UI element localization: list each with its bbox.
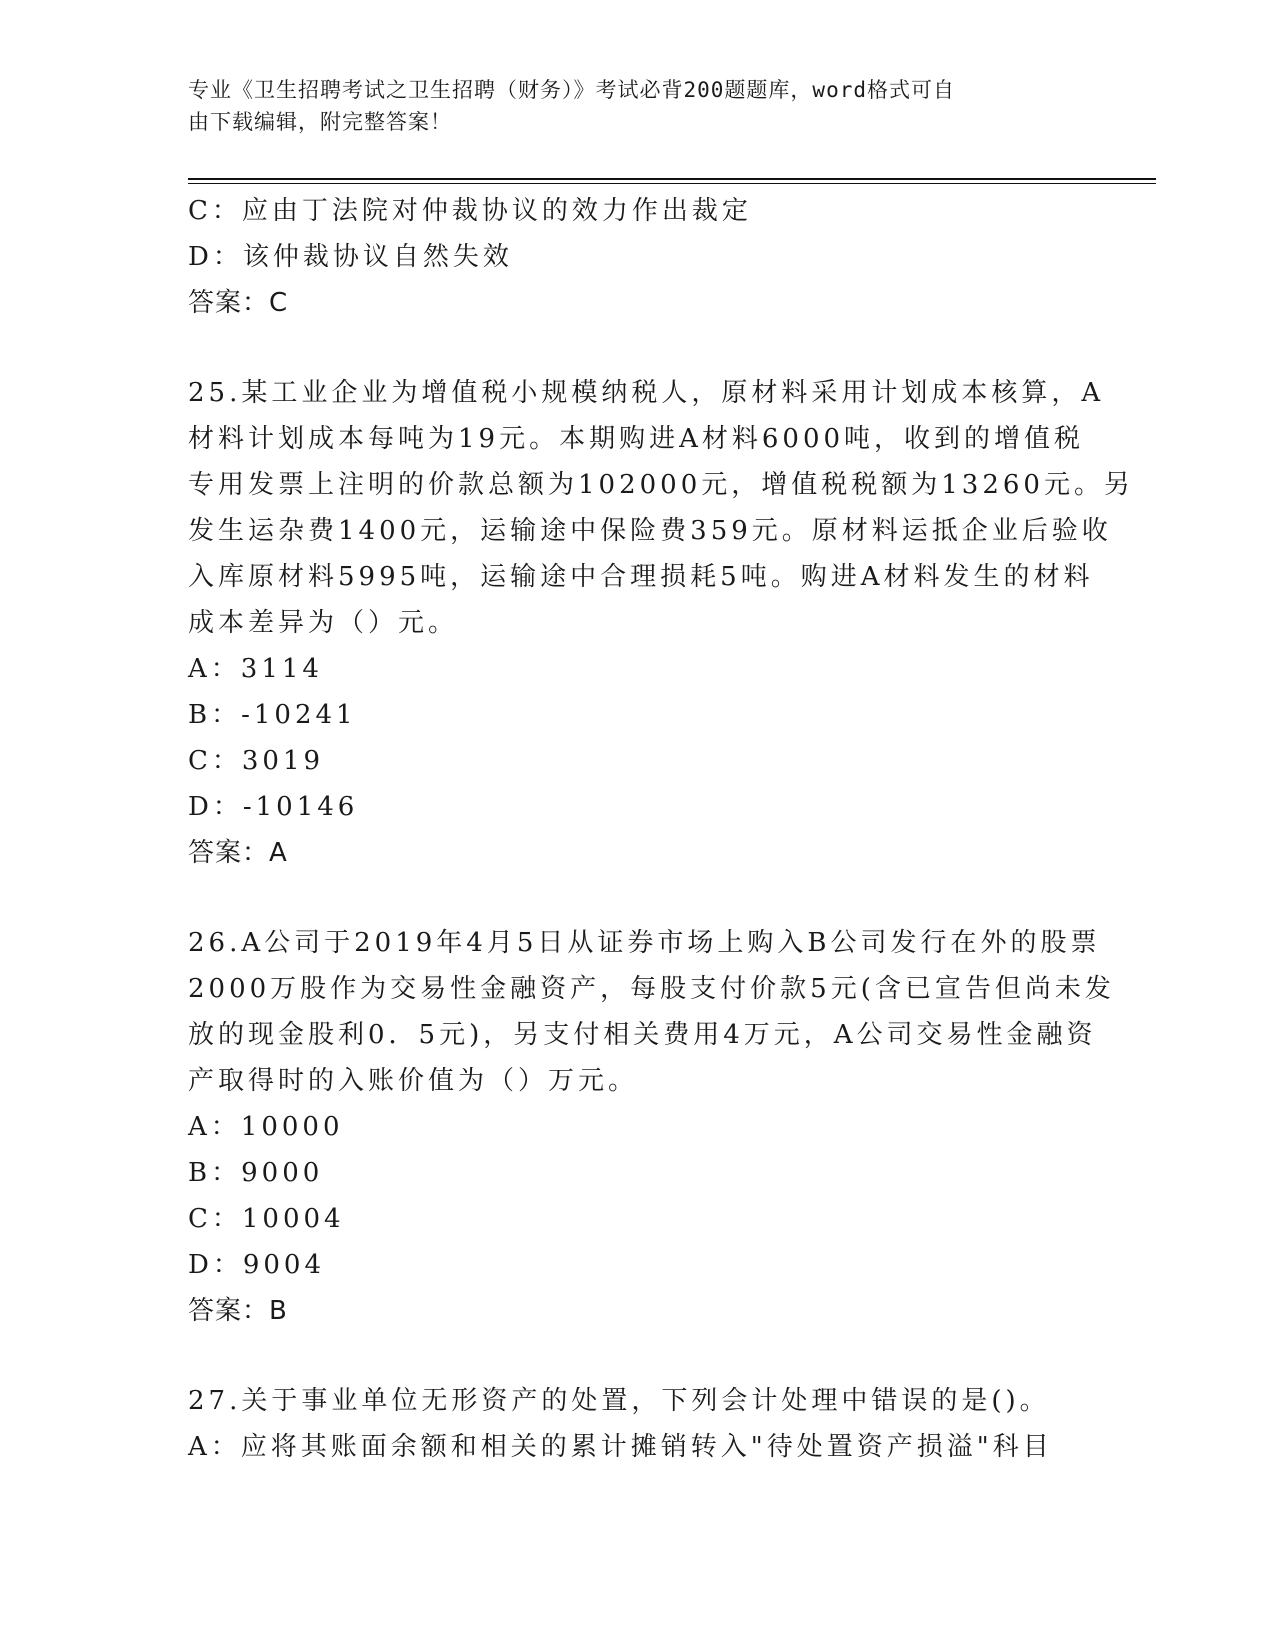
header-divider-thin xyxy=(188,183,1156,184)
option-c: C：应由丁法院对仲裁协议的效力作出裁定 xyxy=(188,196,752,226)
question-stem-line: 发生运杂费1400元，运输途中保险费359元。原材料运抵企业后验收 xyxy=(188,516,1112,546)
answer: 答案：C xyxy=(188,288,289,318)
option-d: D：该仲裁协议自然失效 xyxy=(188,242,513,272)
spacer xyxy=(188,1334,1088,1378)
document-header xyxy=(188,74,1068,138)
spacer xyxy=(188,876,1088,920)
answer: 答案：A xyxy=(188,838,288,868)
question-stem-line: 25.某工业企业为增值税小规模纳税人，原材料采用计划成本核算，A xyxy=(188,378,1105,408)
question-stem-line: 成本差异为（）元。 xyxy=(188,608,459,638)
question-27 xyxy=(188,1378,1088,1470)
document-body xyxy=(188,188,1134,1470)
header-line-1: 专业《卫生招聘考试之卫生招聘（财务）》考试必背200题题库，word格式可自 xyxy=(188,78,955,102)
question-stem-line: 放的现金股利0．5元)，另支付相关费用4万元，A公司交易性金融资 xyxy=(188,1020,1097,1050)
question-stem-line: 入库原材料5995吨，运输途中合理损耗5吨。购进A材料发生的材料 xyxy=(188,562,1094,592)
option-b: B：9000 xyxy=(188,1158,324,1188)
header-divider-thick xyxy=(188,178,1156,180)
question-stem-line: 产取得时的入账价值为（）万元。 xyxy=(188,1066,639,1096)
option-d: D：-10146 xyxy=(188,792,359,822)
option-a: A：应将其账面余额和相关的累计摊销转入"待处置资产损溢"科目 xyxy=(188,1432,1053,1462)
header-line-2: 由下载编辑，附完整答案！ xyxy=(188,110,452,134)
question-stem-line: 26.A公司于2019年4月5日从证券市场上购入B公司发行在外的股票 xyxy=(188,928,1101,958)
option-c: C：3019 xyxy=(188,746,325,776)
question-26 xyxy=(188,920,1115,1334)
question-stem-line: 27.关于事业单位无形资产的处置，下列会计处理中错误的是()。 xyxy=(188,1386,1050,1416)
question-stem-line: 2000万股作为交易性金融资产，每股支付价款5元(含已宣告但尚未发 xyxy=(188,974,1115,1004)
spacer xyxy=(188,326,1088,370)
option-b: B：-10241 xyxy=(188,700,357,730)
question-stem-line: 专用发票上注明的价款总额为102000元，增值税税额为13260元。另 xyxy=(188,470,1134,500)
question-24-tail xyxy=(188,188,1088,326)
option-c: C：10004 xyxy=(188,1204,345,1234)
option-d: D：9004 xyxy=(188,1250,326,1280)
question-25 xyxy=(188,370,1134,876)
question-stem-line: 材料计划成本每吨为19元。本期购进A材料6000吨，收到的增值税 xyxy=(188,424,1085,454)
option-a: A：3114 xyxy=(188,654,323,684)
option-a: A：10000 xyxy=(188,1112,344,1142)
answer: 答案：B xyxy=(188,1296,288,1326)
